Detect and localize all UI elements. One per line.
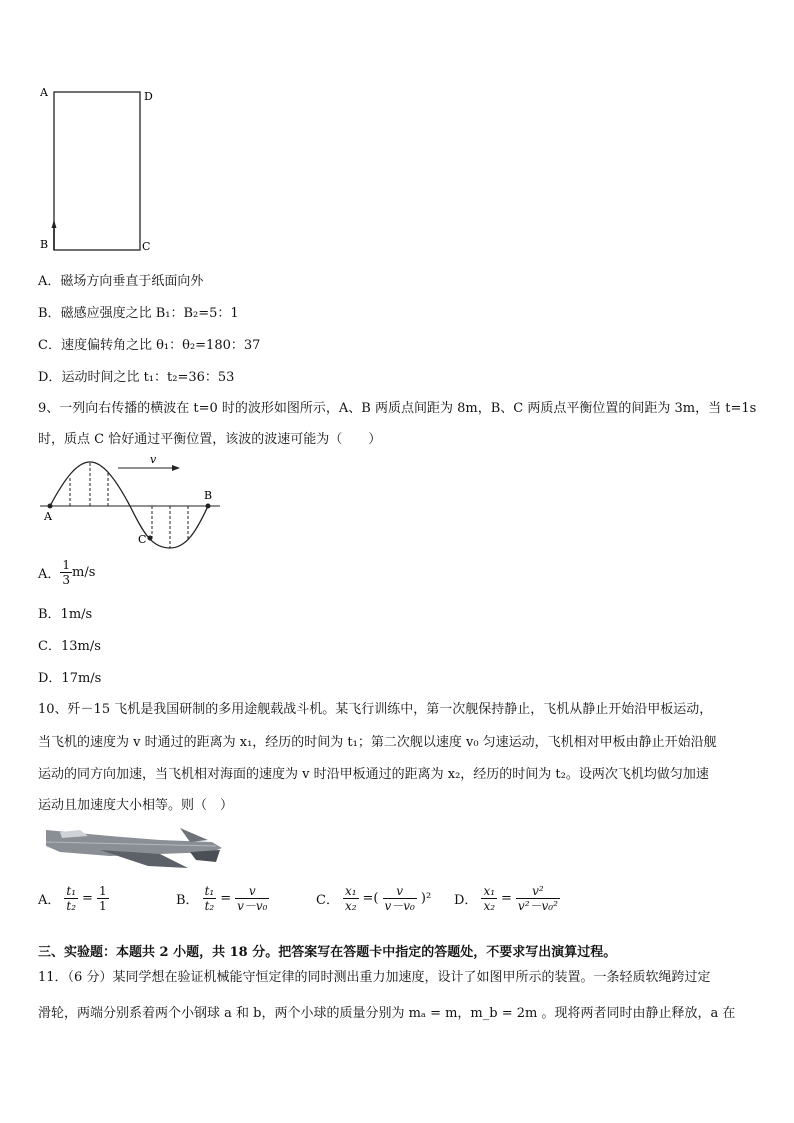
wave-figure: [36, 450, 226, 550]
q9-option-d: D．17m/s: [38, 671, 102, 686]
corner-label-c: C: [142, 240, 151, 253]
q11-stem-line2: 滑轮，两端分别系着两个小钢球 a 和 b，两个小球的质量分别为 mₐ = m，m_b = 2m 。现将两者同时由静止释放，a 在: [38, 1006, 736, 1021]
q8-option-d: D．运动时间之比 t₁：t₂=36：53: [38, 370, 235, 385]
q10-option-d: D． $\frac{\text{x₁}}{\text{x₂}}$ = $\frac{\text{v²}}{\text{v²－v₀²}}$: [454, 884, 558, 913]
point-label-b: B: [204, 489, 213, 502]
q10-option-b: B． $\frac{\text{t₁}}{\text{t₂}}$ = $\frac{v}{\text{v－v₀}}$: [176, 884, 268, 913]
q10-stem-line2: 当飞机的速度为 v 时通过的距离为 x₁，经历的时间为 t₁；第二次舰以速度 v₀ 匀速运动，飞机相对甲板由静止开始沿舰: [38, 735, 717, 750]
point-b: [206, 504, 211, 509]
point-label-c: C: [138, 533, 147, 546]
q10-stem-line4: 运动且加速度大小相等。则（ ）: [38, 798, 234, 813]
q9-option-a-fraction: $\frac{1}{3}$: [62, 558, 71, 587]
fighter-jet-image: [40, 820, 226, 872]
q10-stem-line1: 10、歼－15 飞机是我国研制的多用途舰载战斗机。某飞行训练中，第一次舰保持静止，飞机从静止开始沿甲板运动，: [38, 702, 713, 717]
q10-option-c: C． $\frac{\text{x₁}}{\text{x₂}}$ =( $\frac{v}{\text{v－v₀}}$ )²: [316, 884, 432, 913]
q8-option-b: B．磁感应强度之比 B₁：B₂=5：1: [38, 306, 239, 321]
point-c: [148, 536, 153, 541]
arrow-head: [52, 220, 57, 228]
q11-stem-line1: 11．（6 分）某同学想在验证机械能守恒定律的同时测出重力加速度，设计了如图甲所示的装置。一条轻质软绳跨过定: [38, 970, 711, 985]
corner-label-d: D: [144, 90, 153, 103]
waveform: [50, 462, 208, 548]
point-label-a: A: [44, 510, 52, 523]
velocity-label: v: [150, 453, 157, 466]
corner-label-b: B: [40, 238, 49, 251]
q9-option-a: A． $\frac{1}{3}$ m/s: [38, 558, 96, 587]
q10-option-a: A． $\frac{\text{t₁}}{\text{t₂}}$ = $\frac{1}{1}$: [38, 884, 107, 913]
section-3-heading: 三、实验题：本题共 2 小题，共 18 分。把答案写在答题卡中指定的答题处，不要求写出演算过程。: [38, 945, 617, 960]
q9-stem-line1: 9、一列向右传播的横波在 t=0 时的波形如图所示，A、B 两质点间距为 8m，B、C 两质点平衡位置的间距为 3m，当 t=1s: [38, 401, 757, 416]
corner-label-a: A: [40, 86, 48, 99]
q9-option-b: B．1m/s: [38, 607, 93, 622]
q9-option-c: C．13m/s: [38, 639, 101, 654]
rectangle-figure: [36, 82, 166, 258]
point-a: [48, 504, 53, 509]
q8-option-c: C．速度偏转角之比 θ₁：θ₂=180：37: [38, 338, 261, 353]
q9-stem-line2: 时，质点 C 恰好通过平衡位置，该波的波速可能为（ ）: [38, 432, 382, 447]
q8-option-a: A．磁场方向垂直于纸面向外: [38, 274, 204, 289]
q10-stem-line3: 运动的同方向加速，当飞机相对海面的速度为 v 时沿甲板通过的距离为 x₂，经历的时间为 t₂。设两次飞机均做匀加速: [38, 767, 709, 782]
